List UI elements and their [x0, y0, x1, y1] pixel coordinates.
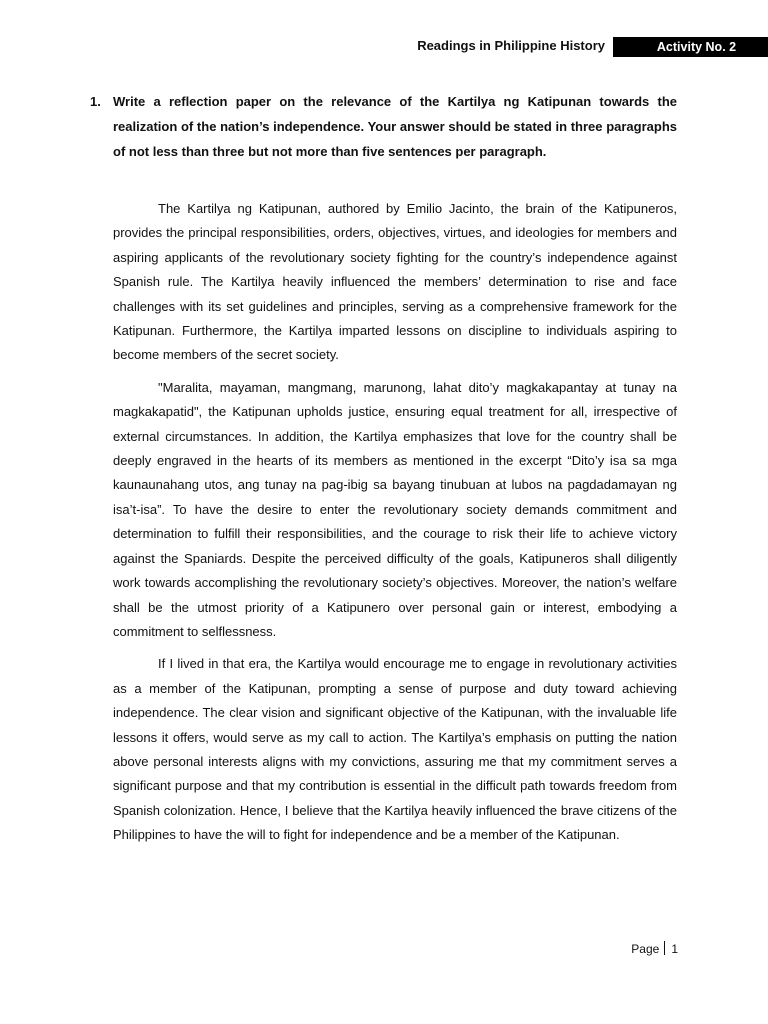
- page-separator: [664, 941, 665, 955]
- essay-body: [113, 197, 677, 856]
- question-text: Write a reflection paper on the relevance of the Kartilya ng Katipunan towards the realization of the nation’s independence. Your answer should be stated in three paragraphs of not less than three but not more than five sentences per paragraph.: [113, 94, 677, 159]
- page-footer: [631, 941, 678, 956]
- essay-paragraph-2: "Maralita, mayaman, mangmang, marunong, lahat dito’y magkakapantay at tunay na magkakapatid", the Katipunan upholds justice, ensuring equal treatment for all, irrespective of external circumstances. In addition, the Kartilya emphasizes that love for the country shall be deeply engraved in the hearts of its members as mentioned in the excerpt “Dito’y isa sa mga kaunaunahang utos, ang tunay na pag-ibig sa bayang tinubuan at lubos na pagdadamayan ng isa’t-isa”. To have the desire to enter the revolutionary society demands commitment and determination to fulfill their responsibilities, and the courage to risk their life to achieve victory against the Spaniards. Despite the perceived difficulty of the goals, Katipuneros shall diligently work towards accomplishing the revolutionary society’s objectives. Moreover, the nation’s welfare shall be the utmost priority of a Katipunero over personal gain or interest, embodying a commitment to selflessness.: [113, 379, 677, 639]
- page-number: 1: [671, 942, 678, 956]
- question-number: 1.: [90, 94, 101, 109]
- question-item: [90, 89, 677, 164]
- essay-paragraph-1: The Kartilya ng Katipunan, authored by Emilio Jacinto, the brain of the Katipuneros, provides the principal responsibilities, orders, objectives, virtues, and ideologies for members and aspiring applicants of the revolutionary society fighting for the country’s independence against Spanish rule. The Kartilya heavily influenced the members’ determination to rise and face challenges with its set guidelines and principles, serving as a comprehensive framework for the Katipunan. Furthermore, the Kartilya imparted lessons on discipline to individuals aspiring to become members of the secret society.: [113, 201, 677, 363]
- activity-badge: Activity No. 2: [613, 37, 768, 57]
- essay-paragraph-3: If I lived in that era, the Kartilya would encourage me to engage in revolutionary activities as a member of the Katipunan, prompting a sense of purpose and duty toward achieving independence. The clear vision and significant objective of the Katipunan, with the invaluable life lessons it offers, would serve as my call to action. The Kartilya’s emphasis on putting the nation above personal interests aligns with my convictions, assuring me that my commitment serves a significant purpose and that my contribution is essential in the difficult path towards freedom from Spanish colonization. Hence, I believe that the Kartilya heavily influenced the brave citizens of the Philippines to have the will to fight for independence and be a member of the Katipunan.: [113, 656, 677, 843]
- course-title: Readings in Philippine History: [417, 38, 605, 53]
- page-label: Page: [631, 942, 660, 956]
